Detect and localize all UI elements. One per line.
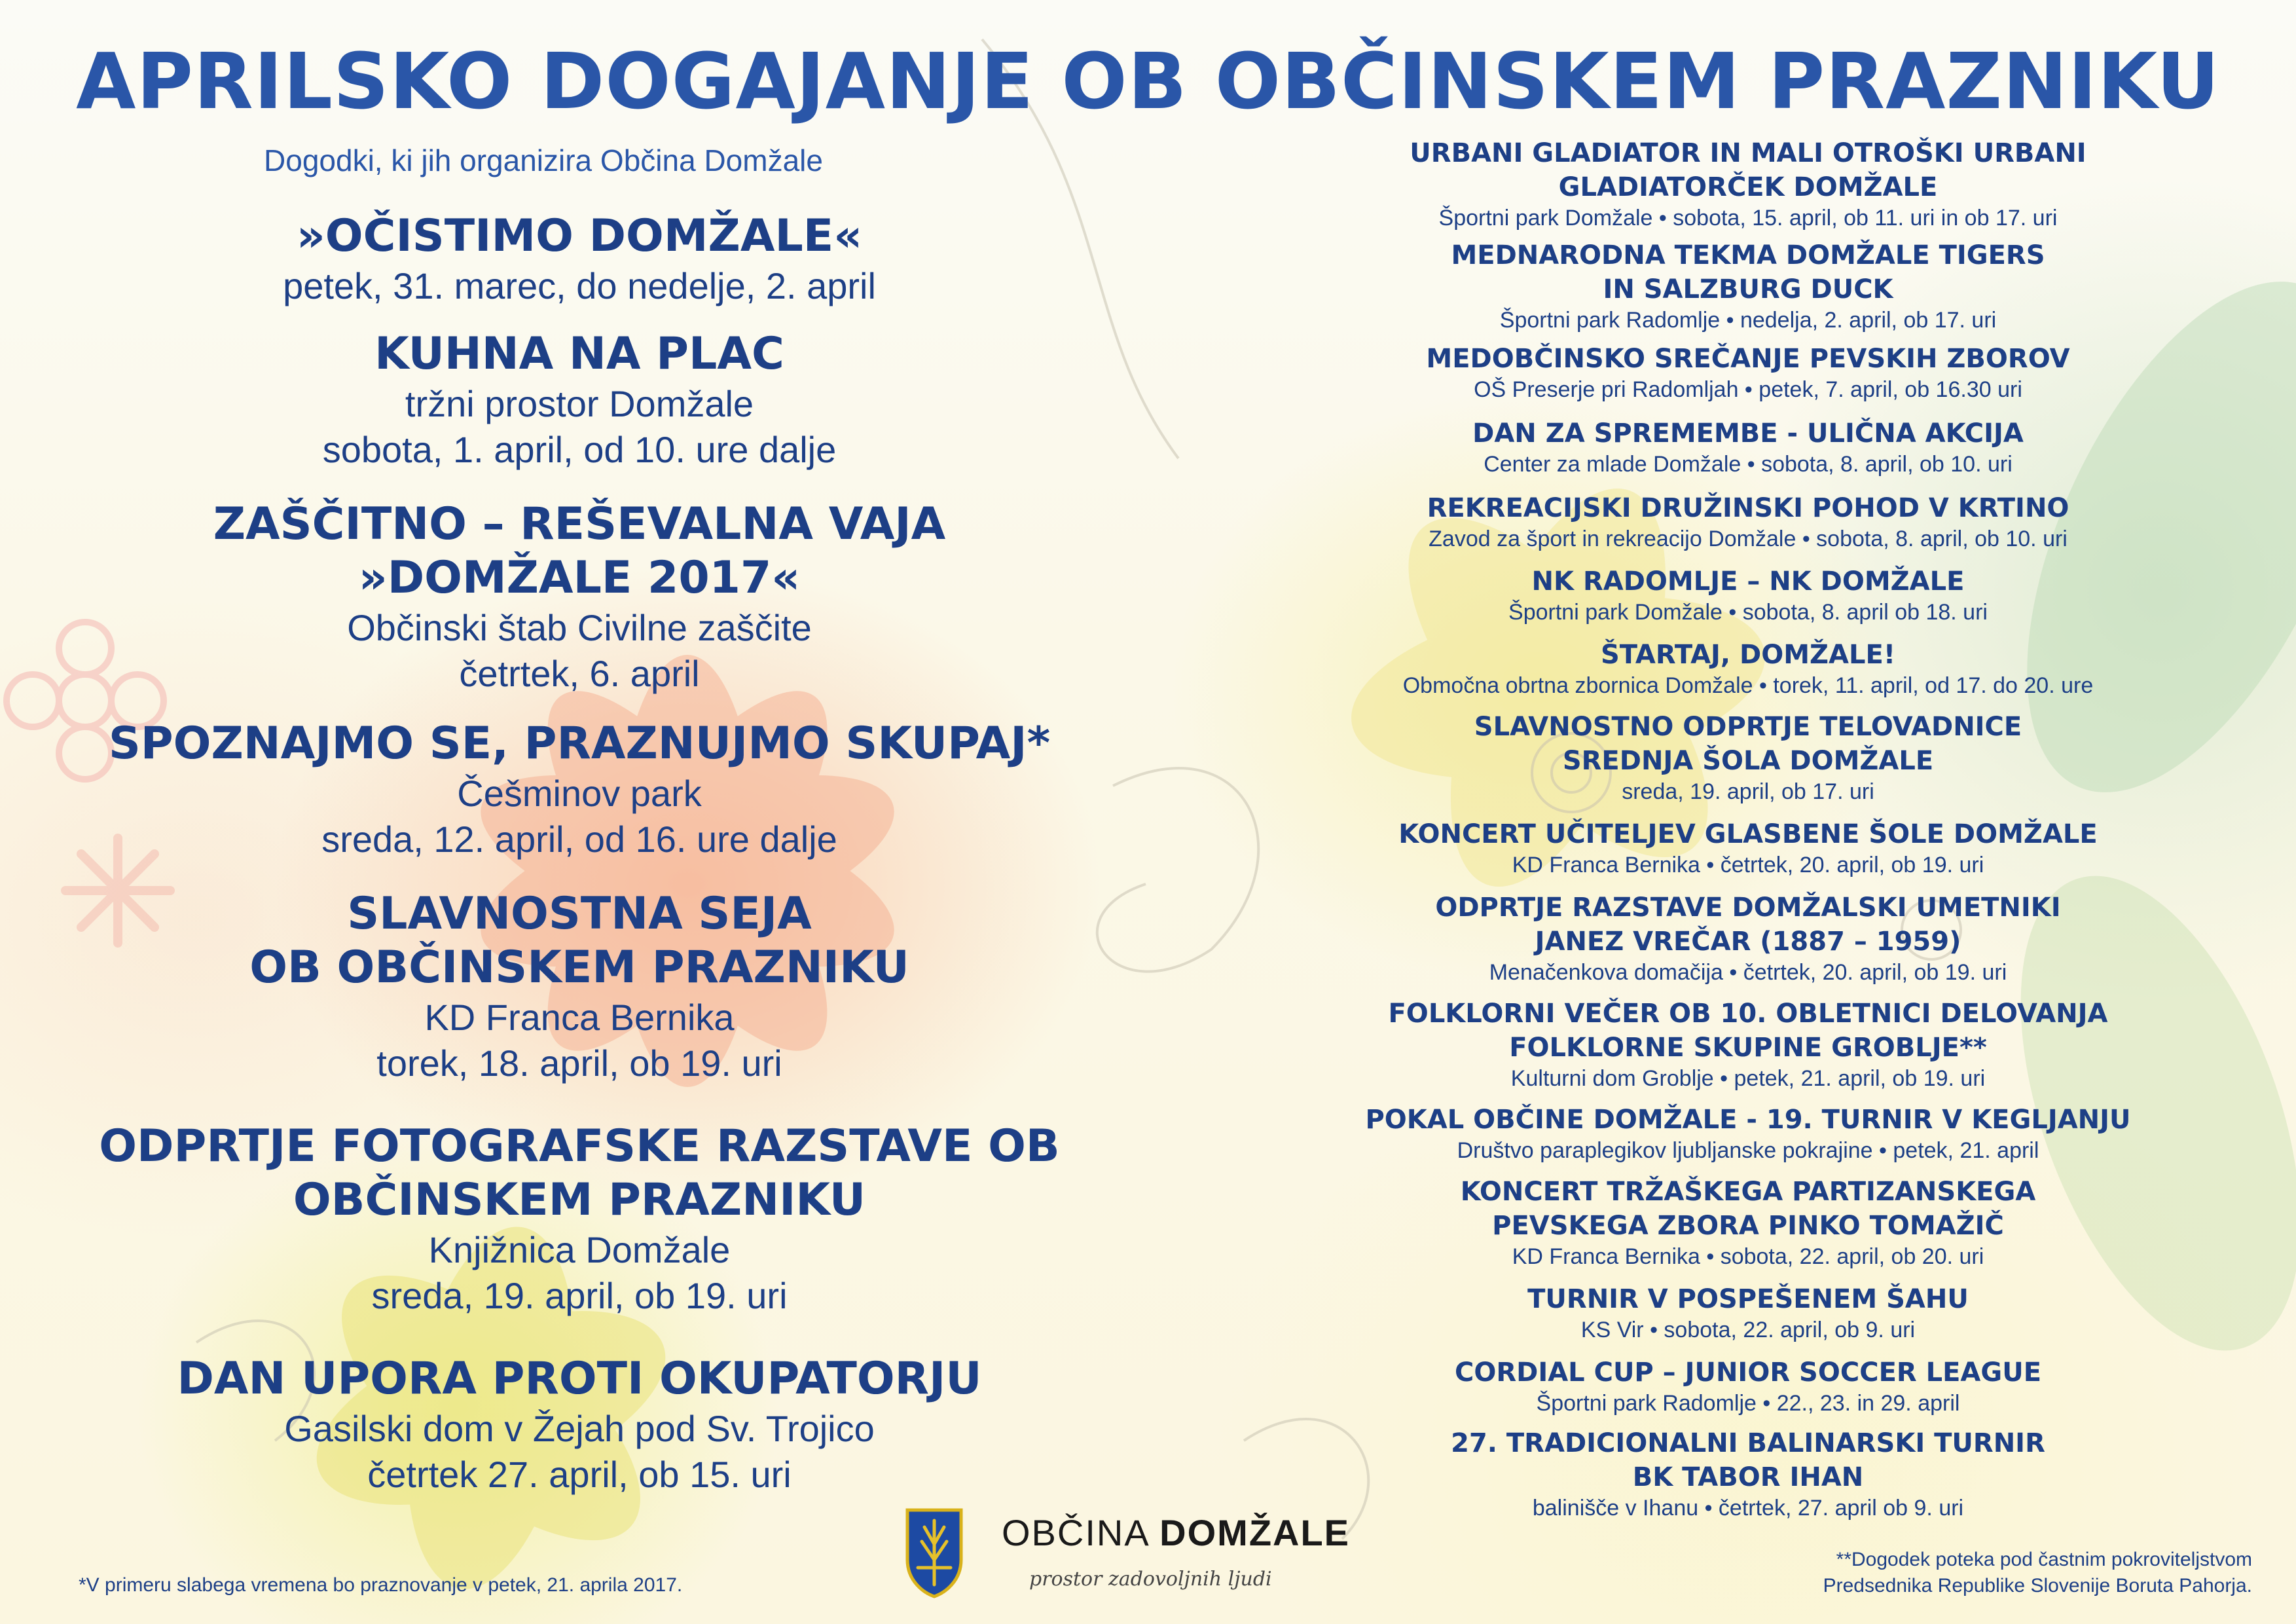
event-title: »OČISTIMO DOMŽALE« [296,210,863,262]
event-date: sreda, 19. april, ob 19. uri [371,1275,788,1316]
event-title: SLAVNOSTNA SEJA [347,888,812,940]
event-details: Športni park Radomlje • 22., 23. in 29. april [1536,1391,1960,1416]
event-title-line2: IN SALZBURG DUCK [1603,274,1893,304]
logo-name-bold: DOMŽALE [1159,1512,1351,1553]
event-details: Kulturni dom Groblje • petek, 21. april, ob 19. uri [1510,1066,1986,1091]
event-date: sobota, 1. april, od 10. ure dalje [322,429,837,470]
event-balinarski-turnir [1224,1426,2272,1522]
event-details: Center za mlade Domžale • sobota, 8. april, ob 10. uri [1484,452,2013,477]
footnote-patronage-line2: Predsednika Republike Slovenije Boruta Pahorja. [1823,1575,2252,1596]
event-details: OŠ Preserje pri Radomljah • petek, 7. april, ob 16.30 uri [1474,377,2022,402]
page-title: APRILSKO DOGAJANJE OB OBČINSKEM PRAZNIKU [76,36,2220,126]
event-location: Občinski štab Civilne zaščite [347,607,812,648]
event-koncert-uciteljev [1224,817,2272,879]
event-title: SLAVNOSTNO ODPRTJE TELOVADNICE [1474,712,2022,742]
event-location: tržni prostor Domžale [405,383,754,424]
event-domzale-tigers [1224,238,2272,334]
event-pevski-zbori [1224,342,2272,403]
event-date: četrtek 27. april, ob 15. uri [367,1454,792,1495]
event-title-line2: SREDNJA ŠOLA DOMŽALE [1562,746,1934,776]
event-title-line2: OBČINSKEM PRAZNIKU [293,1174,866,1226]
event-title: ŠTARTAJ, DOMŽALE! [1600,640,1896,670]
logo-tagline: prostor zadovoljnih ljudi [1029,1568,1272,1591]
event-dan-upora [39,1352,1120,1498]
event-fotografska-razstava [39,1120,1120,1319]
event-details: Območna obrtna zbornica Domžale • torek, 11. april, od 17. do 20. ure [1402,673,2094,698]
event-details: sreda, 19. april, ob 17. uri [1622,779,1874,804]
event-location: Knjižnica Domžale [428,1229,731,1270]
event-title: FOLKLORNI VEČER OB 10. OBLETNICI DELOVANJA [1388,999,2108,1029]
event-date: torek, 18. april, ob 19. uri [376,1043,782,1084]
event-title: ZAŠČITNO – REŠEVALNA VAJA [213,498,946,550]
event-title: SPOZNAJMO SE, PRAZNUJMO SKUPAJ* [108,718,1051,769]
event-date: četrtek, 6. april [459,653,700,694]
logo-name-regular: OBČINA [1002,1512,1160,1553]
event-cordial-cup [1224,1356,2272,1417]
event-title-line2: FOLKLORNE SKUPINE GROBLJE** [1509,1033,1987,1063]
event-razstava-vrecar [1224,891,2272,986]
event-date: petek, 31. marec, do nedelje, 2. april [283,265,876,306]
event-details: Športni park Radomlje • nedelja, 2. april, ob 17. uri [1499,308,1997,333]
event-pokal-kegljanje [1224,1103,2272,1164]
coat-of-arms-icon [905,1507,964,1599]
event-ocistimo-domzale [39,210,1120,309]
event-details: Zavod za šport in rekreacijo Domžale • sobota, 8. april, ob 10. uri [1429,526,2068,551]
event-title: DAN ZA SPREMEMBE - ULIČNA AKCIJA [1472,418,2024,449]
footnote-patronage-line1: **Dogodek poteka pod častnim pokroviteljstvom [1836,1549,2252,1570]
event-folklorni-vecer [1224,997,2272,1092]
event-title-line2: »DOMŽALE 2017« [358,552,801,604]
event-details: Društvo paraplegikov ljubljanske pokrajine • petek, 21. april [1457,1138,2039,1163]
event-urbani-gladiator [1224,136,2272,232]
event-turnir-sah [1224,1282,2272,1344]
event-details: balinišče v Ihanu • četrtek, 27. april ob 9. uri [1532,1496,1964,1521]
event-details: Menačenkova domačija • četrtek, 20. april, ob 19. uri [1489,960,2007,985]
event-slavnostna-seja [39,887,1120,1086]
event-spoznajmo-se [39,717,1120,862]
event-title-line2: BK TABOR IHAN [1632,1462,1864,1492]
event-druzinski-pohod [1224,491,2272,553]
footnote-weather: *V primeru slabega vremena bo praznovanje v petek, 21. aprila 2017. [79,1574,683,1596]
event-title: CORDIAL CUP – JUNIOR SOCCER LEAGUE [1454,1357,2042,1388]
event-title: POKAL OBČINE DOMŽALE - 19. TURNIR V KEGLJANJU [1365,1105,2131,1135]
event-title: REKREACIJSKI DRUŽINSKI POHOD V KRTINO [1427,493,2069,523]
event-title: DAN UPORA PROTI OKUPATORJU [177,1353,982,1405]
event-nk-radomlje [1224,564,2272,626]
event-title: ODPRTJE FOTOGRAFSKE RAZSTAVE OB [99,1120,1060,1172]
event-details: KD Franca Bernika • četrtek, 20. april, ob 19. uri [1512,853,1984,877]
event-title: KONCERT TRŽAŠKEGA PARTIZANSKEGA [1460,1177,2036,1207]
event-details: KD Franca Bernika • sobota, 22. april, ob 20. uri [1512,1244,1984,1269]
event-title: URBANI GLADIATOR IN MALI OTROŠKI URBANI [1410,138,2086,168]
event-details: Športni park Domžale • sobota, 15. april, ob 11. uri in ob 17. uri [1438,206,2058,231]
event-title-line2: GLADIATORČEK DOMŽALE [1558,172,1938,202]
event-title: TURNIR V POSPEŠENEM ŠAHU [1527,1284,1969,1314]
page-subtitle: Dogodki, ki jih organizira Občina Domžale [264,143,823,177]
event-koncert-pinko-tomazic [1224,1175,2272,1270]
event-location: Češminov park [457,773,702,814]
event-zascitno-resevalna-vaja [39,498,1120,697]
event-location: KD Franca Bernika [424,997,735,1038]
event-title: NK RADOMLJE – NK DOMŽALE [1531,566,1965,597]
event-title: ODPRTJE RAZSTAVE DOMŽALSKI UMETNIKI [1435,893,2061,923]
event-title: 27. TRADICIONALNI BALINARSKI TURNIR [1451,1428,2045,1458]
event-title-line2: JANEZ VREČAR (1887 – 1959) [1535,927,1961,957]
event-startaj-domzale [1224,638,2272,699]
event-kuhna-na-plac [39,327,1120,473]
obcina-domzale-logo [905,1507,1376,1606]
event-telovadnica [1224,710,2272,805]
footnote-patronage [1558,1547,2252,1599]
event-dan-za-spremembe [1224,416,2272,478]
event-title-line2: OB OBČINSKEM PRAZNIKU [249,942,909,993]
event-details: KS Vir • sobota, 22. april, ob 9. uri [1580,1318,1916,1342]
logo-name [1002,1511,1350,1554]
event-details: Športni park Domžale • sobota, 8. april ob 18. uri [1508,600,1988,625]
event-title: MEDOBČINSKO SREČANJE PEVSKIH ZBOROV [1426,344,2070,374]
event-title: KUHNA NA PLAC [374,328,784,380]
event-title: MEDNARODNA TEKMA DOMŽALE TIGERS [1451,240,2045,270]
event-location: Gasilski dom v Žejah pod Sv. Trojico [284,1408,875,1449]
event-title: KONCERT UČITELJEV GLASBENE ŠOLE DOMŽALE [1398,819,2098,849]
event-title-line2: PEVSKEGA ZBORA PINKO TOMAŽIČ [1492,1211,2004,1241]
event-date: sreda, 12. april, od 16. ure dalje [321,819,837,860]
